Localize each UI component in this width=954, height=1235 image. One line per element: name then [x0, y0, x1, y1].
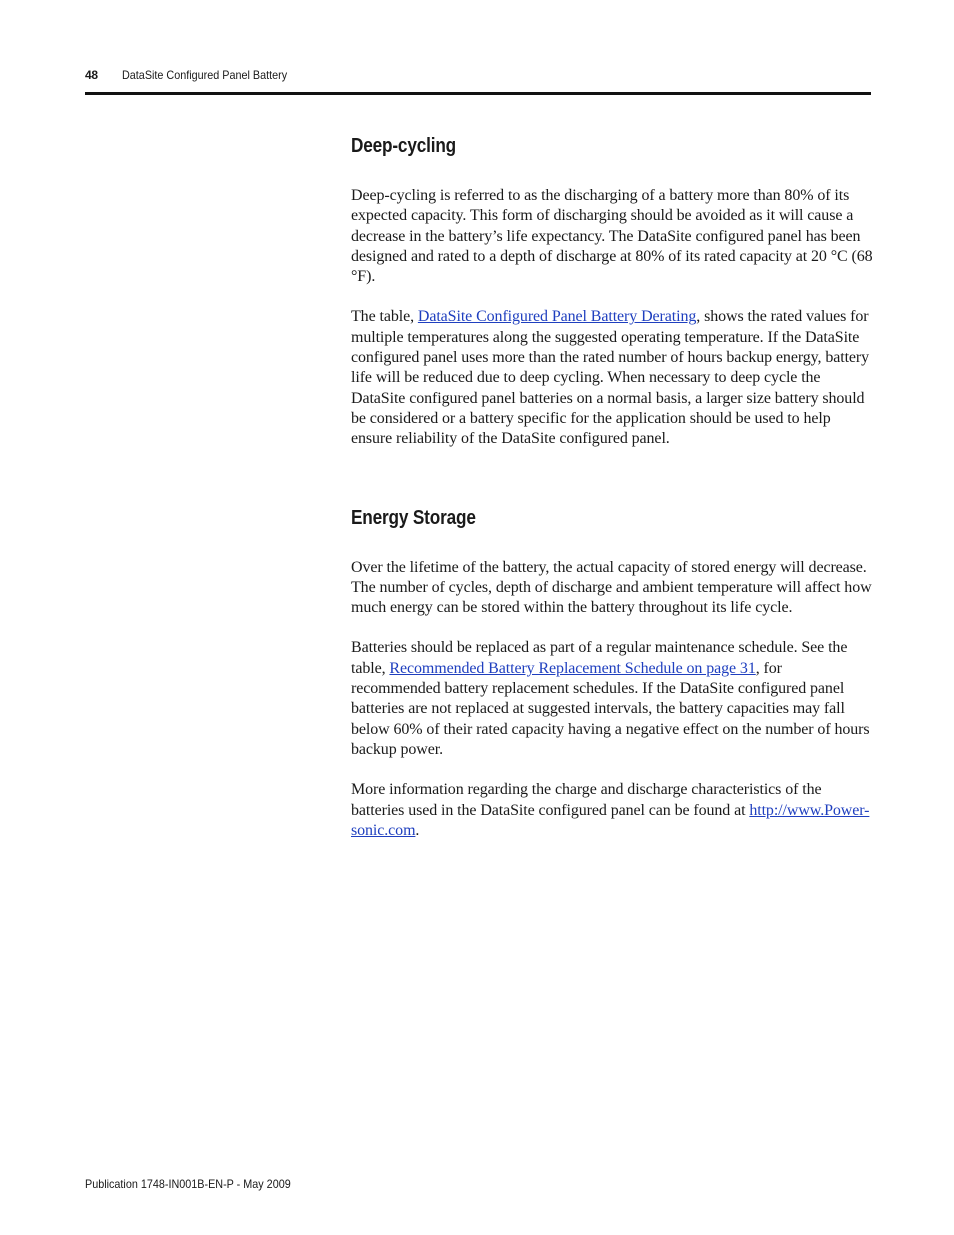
page-number: 48: [85, 68, 98, 82]
paragraph-deep-cycling-definition: Deep-cycling is referred to as the discharging of a battery more than 80% of its expected capacity. This form of discharging should be avoided as it will cause a decrease in the battery’s life expectancy. The DataSite configured panel has been designed and rated to a depth of discharge at 80% of its rated capacity at 20 °C (68 °F).: [351, 187, 873, 286]
paragraph-more-information: [351, 780, 873, 841]
paragraph-text-after: , shows the rated values for multiple temperatures along the suggested operating temperature. If the DataSite configured panel uses more than the rated number of hours backup energy, battery life will be reduced due to deep cycling. When necessary to deep cycle the DataSite configured panel batteries on a normal basis, a larger size battery should be considered or a battery specific for the application should be used to help ensure reliability of the DataSite configured panel.: [351, 308, 870, 448]
section-heading-deep-cycling: Deep-cycling: [351, 135, 457, 157]
link-power-sonic-website[interactable]: http://www.Power-sonic.com: [351, 801, 870, 839]
paragraph-text-after: .: [415, 821, 420, 839]
paragraph-text-before: The table,: [351, 308, 418, 326]
main-content: [351, 132, 873, 841]
paragraph-replacement-schedule: [351, 638, 873, 760]
paragraph-text-before: Batteries should be replaced as part of a regular maintenance schedule. See the table,: [351, 639, 848, 677]
section-heading-energy-storage: Energy Storage: [351, 506, 476, 529]
paragraph-capacity-decrease: Over the lifetime of the battery, the actual capacity of stored energy will decrease. The number of cycles, depth of discharge and ambient temperature will affect how much energy can be stored within the battery throughout its life cycle.: [351, 558, 872, 617]
paragraph-derating-reference: [351, 307, 873, 449]
paragraph-text-before: More information regarding the charge and discharge characteristics of the batteries used in the DataSite configured panel can be found at: [351, 781, 822, 819]
link-replacement-schedule[interactable]: Recommended Battery Replacement Schedule on page 31: [389, 659, 756, 677]
paragraph-text-after: , for recommended battery replacement schedules. If the DataSite configured panel batteries are not replaced at suggested intervals, the battery capacities may fall below 60% of their rated capacity having a negative effect on the number of hours backup power.: [351, 659, 870, 758]
running-title: DataSite Configured Panel Battery: [122, 68, 288, 82]
page-footer: Publication 1748-IN001B-EN-P - May 2009: [85, 1177, 291, 1191]
link-battery-derating-table[interactable]: DataSite Configured Panel Battery Derating: [417, 308, 697, 326]
page-header: [85, 66, 871, 95]
